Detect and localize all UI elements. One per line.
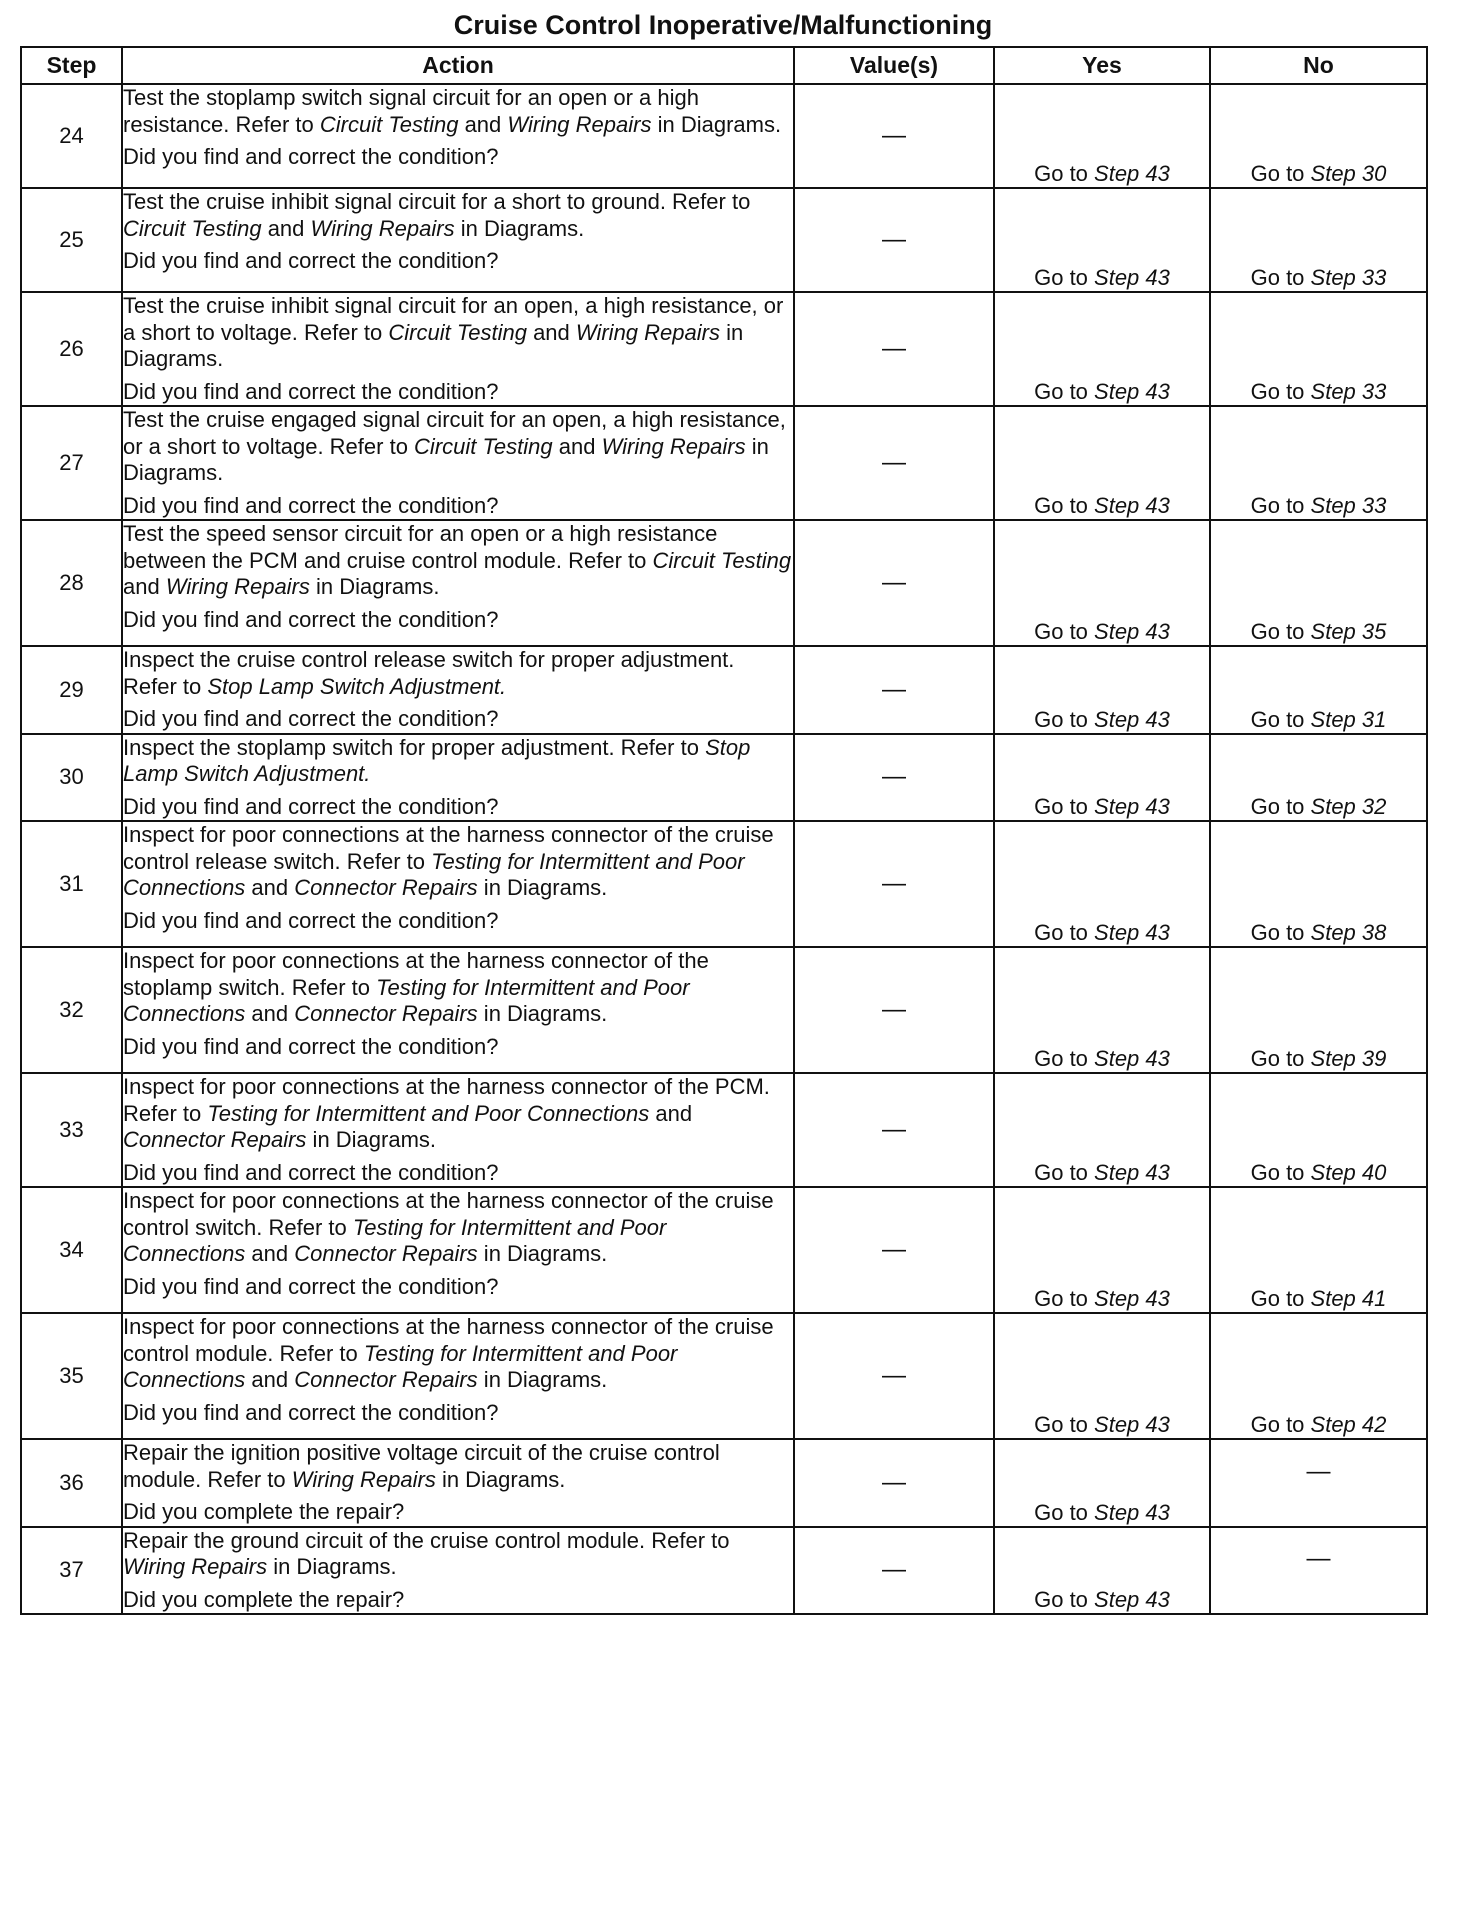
- action-fragment: Inspect for poor connections at the harness connector of the PCM. Refer to: [123, 1074, 770, 1126]
- action-fragment: in Diagrams.: [477, 875, 608, 900]
- action-reference: Wiring Repairs: [310, 215, 455, 241]
- action-fragment: and: [245, 1241, 295, 1266]
- no-cell: [1210, 821, 1427, 947]
- action-fragment: in Diagrams.: [123, 319, 744, 371]
- step-number: 26: [21, 292, 122, 406]
- action-question: Did you find and correct the condition?: [123, 492, 499, 518]
- action-fragment: Test the cruise inhibit signal circuit for an open, a high resistance, or a short to voltage. Refer to: [123, 293, 784, 345]
- header-value: Value(s): [794, 47, 994, 84]
- action-reference: Circuit Testing: [388, 319, 527, 345]
- action-question: Did you find and correct the condition?: [123, 1273, 499, 1299]
- action-reference: Circuit Testing: [123, 215, 262, 241]
- action-question: Did you find and correct the condition?: [123, 378, 499, 404]
- action-fragment: Inspect for poor connections at the harness connector of the stoplamp switch. Refer to: [123, 948, 709, 1000]
- action-cell: [122, 84, 794, 188]
- table-row: [21, 646, 1427, 734]
- yes-goto-step: Step 43: [1094, 265, 1170, 290]
- action-question: Did you complete the repair?: [123, 1499, 405, 1524]
- action-reference: Wiring Repairs: [601, 433, 746, 459]
- yes-goto-step: Step 43: [1094, 161, 1170, 186]
- header-no: No: [1210, 47, 1427, 84]
- action-reference: Wiring Repairs: [507, 111, 652, 137]
- action-fragment: Inspect for poor connections at the harness connector of the cruise control module. Refer to: [123, 1314, 774, 1366]
- no-goto-prefix: Go to: [1250, 1160, 1311, 1185]
- value-cell: —: [794, 734, 994, 822]
- action-cell: [122, 292, 794, 406]
- action-fragment: and: [261, 215, 311, 241]
- action-reference: Testing for Intermittent and Poor Connections: [123, 1340, 678, 1392]
- action-text: [123, 735, 793, 788]
- action-fragment: in Diagrams.: [477, 1367, 608, 1392]
- action-text: [123, 822, 793, 902]
- no-goto-step: Step 33: [1310, 493, 1387, 518]
- action-fragment: Repair the ignition positive voltage circuit of the cruise control module. Refer to: [123, 1440, 720, 1492]
- yes-goto-step: Step 43: [1094, 1587, 1170, 1612]
- yes-goto-prefix: Go to: [1034, 1286, 1095, 1311]
- action-fragment: in Diagrams.: [651, 111, 782, 137]
- no-cell: [1210, 1527, 1427, 1615]
- yes-goto-prefix: Go to: [1034, 1160, 1095, 1185]
- value-cell: —: [794, 1073, 994, 1187]
- action-fragment: in Diagrams.: [477, 1001, 608, 1026]
- table-row: [21, 520, 1427, 646]
- action-reference: Wiring Repairs: [123, 1554, 268, 1579]
- value-cell: —: [794, 947, 994, 1073]
- action-reference: Wiring Repairs: [291, 1466, 436, 1492]
- yes-goto-step: Step 43: [1094, 1160, 1170, 1185]
- no-goto-step: Step 33: [1310, 379, 1387, 404]
- no-cell: [1210, 646, 1427, 734]
- no-goto-step: Step 39: [1310, 1046, 1387, 1071]
- yes-goto-prefix: Go to: [1034, 379, 1095, 404]
- action-text: [123, 1528, 793, 1581]
- yes-cell: [994, 1073, 1210, 1187]
- table-row: [21, 1073, 1427, 1187]
- yes-goto-step: Step 43: [1094, 794, 1170, 819]
- action-text: [123, 85, 793, 138]
- action-fragment: and: [552, 433, 602, 459]
- table-row: [21, 188, 1427, 292]
- action-cell: [122, 406, 794, 520]
- action-question: Did you find and correct the condition?: [123, 907, 499, 933]
- no-goto-step: Step 33: [1310, 265, 1387, 290]
- no-goto-step: Step 40: [1310, 1160, 1387, 1185]
- header-yes: Yes: [994, 47, 1210, 84]
- no-goto-step: Step 38: [1310, 920, 1387, 945]
- action-cell: [122, 947, 794, 1073]
- action-fragment: in Diagrams.: [435, 1466, 566, 1492]
- step-number: 31: [21, 821, 122, 947]
- table-header-row: [21, 47, 1427, 84]
- value-cell: —: [794, 646, 994, 734]
- action-question: Did you find and correct the condition?: [123, 1399, 499, 1425]
- table-row: [21, 292, 1427, 406]
- yes-goto-prefix: Go to: [1034, 794, 1095, 819]
- action-reference: Testing for Intermittent and Poor Connections: [123, 974, 690, 1026]
- table-row: [21, 84, 1427, 188]
- table-row: [21, 1439, 1427, 1527]
- action-text: [123, 521, 793, 601]
- yes-goto-step: Step 43: [1094, 1286, 1170, 1311]
- action-reference: Connector Repairs: [294, 875, 478, 900]
- value-cell: —: [794, 1527, 994, 1615]
- table-row: [21, 1187, 1427, 1313]
- value-cell: —: [794, 1439, 994, 1527]
- value-cell: —: [794, 188, 994, 292]
- yes-cell: [994, 292, 1210, 406]
- yes-goto-prefix: Go to: [1034, 265, 1095, 290]
- no-goto-prefix: Go to: [1250, 920, 1311, 945]
- no-goto-prefix: Go to: [1250, 619, 1311, 644]
- action-question: Did you find and correct the condition?: [123, 606, 499, 632]
- action-cell: [122, 188, 794, 292]
- action-text: [123, 1074, 793, 1154]
- no-goto-prefix: Go to: [1250, 706, 1311, 732]
- action-fragment: Test the stoplamp switch signal circuit for an open or a high resistance. Refer to: [123, 85, 699, 137]
- no-goto-prefix: Go to: [1250, 493, 1311, 518]
- no-goto-step: Step 41: [1310, 1286, 1387, 1311]
- action-text: [123, 1314, 793, 1394]
- yes-cell: [994, 520, 1210, 646]
- no-goto-step: Step 30: [1310, 161, 1387, 186]
- no-cell: [1210, 520, 1427, 646]
- value-cell: —: [794, 520, 994, 646]
- action-fragment: and: [245, 1367, 295, 1392]
- action-reference: Circuit Testing: [319, 111, 459, 137]
- step-number: 35: [21, 1313, 122, 1439]
- table-row: [21, 947, 1427, 1073]
- no-cell: [1210, 734, 1427, 822]
- page-title: Cruise Control Inoperative/Malfunctioning: [453, 10, 993, 40]
- action-reference: Connector Repairs: [294, 1001, 478, 1026]
- no-cell: [1210, 1313, 1427, 1439]
- yes-cell: [994, 734, 1210, 822]
- step-number: 28: [21, 520, 122, 646]
- no-goto-prefix: Go to: [1250, 1046, 1311, 1071]
- action-fragment: Test the cruise engaged signal circuit for an open, a high resistance, or a short to voltage. Refer to: [123, 407, 786, 459]
- step-number: 24: [21, 84, 122, 188]
- action-fragment: in Diagrams.: [477, 1241, 608, 1266]
- yes-goto-prefix: Go to: [1034, 161, 1095, 186]
- step-number: 37: [21, 1527, 122, 1615]
- yes-goto-step: Step 43: [1094, 1499, 1170, 1525]
- step-number: 36: [21, 1439, 122, 1527]
- no-cell: [1210, 947, 1427, 1073]
- step-number: 27: [21, 406, 122, 520]
- no-goto-step: Step 42: [1310, 1412, 1387, 1437]
- action-cell: [122, 821, 794, 947]
- yes-goto-step: Step 43: [1094, 1412, 1170, 1437]
- no-cell: [1210, 84, 1427, 188]
- yes-goto-step: Step 43: [1094, 619, 1170, 644]
- no-dash: —: [1306, 1457, 1331, 1485]
- action-reference: Testing for Intermittent and Poor Connections: [123, 848, 745, 900]
- yes-goto-step: Step 43: [1094, 1046, 1170, 1071]
- yes-goto-prefix: Go to: [1034, 920, 1095, 945]
- step-number: 32: [21, 947, 122, 1073]
- no-goto-step: Step 35: [1310, 619, 1387, 644]
- action-fragment: and: [245, 1001, 295, 1026]
- step-number: 30: [21, 734, 122, 822]
- action-reference: Testing for Intermittent and Poor Connections: [123, 1214, 667, 1266]
- action-fragment: Test the speed sensor circuit for an open or a high resistance between the PCM and cruise control module. Refer to: [123, 521, 718, 573]
- value-cell: —: [794, 406, 994, 520]
- action-reference: Connector Repairs: [294, 1367, 478, 1392]
- no-cell: [1210, 1439, 1427, 1527]
- diagnostic-table: [20, 46, 1428, 1615]
- action-fragment: and: [458, 111, 508, 137]
- yes-goto-prefix: Go to: [1034, 1587, 1095, 1612]
- step-number: 25: [21, 188, 122, 292]
- table-body: [21, 84, 1427, 1614]
- action-reference: Wiring Repairs: [165, 574, 310, 599]
- action-text: [123, 948, 793, 1028]
- action-reference: Circuit Testing: [652, 547, 792, 573]
- no-goto-prefix: Go to: [1250, 379, 1311, 404]
- no-cell: [1210, 1187, 1427, 1313]
- no-cell: [1210, 1073, 1427, 1187]
- action-fragment: Inspect the stoplamp switch for proper adjustment. Refer to: [123, 734, 706, 760]
- yes-goto-step: Step 43: [1094, 920, 1170, 945]
- no-cell: [1210, 406, 1427, 520]
- action-reference: Connector Repairs: [123, 1127, 307, 1152]
- action-fragment: Test the cruise inhibit signal circuit for a short to ground. Refer to: [123, 189, 751, 214]
- action-fragment: and: [245, 875, 295, 900]
- yes-goto-prefix: Go to: [1034, 1046, 1095, 1071]
- action-fragment: in Diagrams.: [309, 574, 440, 599]
- yes-cell: [994, 646, 1210, 734]
- action-fragment: and: [649, 1100, 693, 1126]
- action-fragment: Inspect for poor connections at the harness connector of the cruise control switch. Refer to: [123, 1188, 774, 1240]
- step-number: 29: [21, 646, 122, 734]
- action-cell: [122, 646, 794, 734]
- action-text: [123, 647, 793, 700]
- action-cell: [122, 734, 794, 822]
- action-question: Did you find and correct the condition?: [123, 144, 499, 169]
- yes-cell: [994, 821, 1210, 947]
- table-row: [21, 821, 1427, 947]
- no-goto-prefix: Go to: [1250, 1286, 1311, 1311]
- table-row: [21, 1313, 1427, 1439]
- action-fragment: in Diagrams.: [123, 433, 769, 485]
- yes-cell: [994, 1439, 1210, 1527]
- yes-goto-prefix: Go to: [1034, 1499, 1095, 1525]
- yes-goto-prefix: Go to: [1034, 1412, 1095, 1437]
- action-cell: [122, 1313, 794, 1439]
- action-question: Did you find and correct the condition?: [123, 706, 499, 731]
- value-cell: —: [794, 84, 994, 188]
- action-cell: [122, 520, 794, 646]
- value-cell: —: [794, 292, 994, 406]
- action-text: [123, 1440, 793, 1493]
- yes-cell: [994, 1527, 1210, 1615]
- table-row: [21, 1527, 1427, 1615]
- action-fragment: in Diagrams.: [306, 1127, 437, 1152]
- action-text: [123, 189, 793, 242]
- action-question: Did you find and correct the condition?: [123, 793, 499, 819]
- header-action: Action: [122, 47, 794, 84]
- action-cell: [122, 1527, 794, 1615]
- yes-cell: [994, 188, 1210, 292]
- action-fragment: Inspect for poor connections at the harness connector of the cruise control release switch. Refer to: [123, 822, 774, 874]
- value-cell: —: [794, 1313, 994, 1439]
- action-fragment: and: [123, 574, 166, 599]
- action-text: [123, 293, 793, 373]
- yes-goto-step: Step 43: [1094, 493, 1170, 518]
- action-cell: [122, 1439, 794, 1527]
- yes-goto-prefix: Go to: [1034, 706, 1095, 732]
- action-question: Did you find and correct the condition?: [123, 1159, 499, 1185]
- action-reference: Circuit Testing: [414, 433, 553, 459]
- action-question: Did you complete the repair?: [123, 1586, 405, 1612]
- yes-goto-step: Step 43: [1094, 379, 1170, 404]
- no-cell: [1210, 188, 1427, 292]
- yes-cell: [994, 406, 1210, 520]
- action-reference: Stop Lamp Switch Adjustment.: [207, 673, 507, 699]
- action-reference: Stop Lamp Switch Adjustment.: [123, 734, 751, 786]
- no-goto-prefix: Go to: [1250, 1412, 1311, 1437]
- table-row: [21, 734, 1427, 822]
- yes-goto-prefix: Go to: [1034, 619, 1095, 644]
- action-fragment: Repair the ground circuit of the cruise control module. Refer to: [123, 1527, 730, 1553]
- action-fragment: in Diagrams.: [454, 215, 585, 241]
- action-text: [123, 407, 793, 487]
- action-reference: Connector Repairs: [294, 1241, 478, 1266]
- value-cell: —: [794, 1187, 994, 1313]
- action-cell: [122, 1073, 794, 1187]
- action-fragment: in Diagrams.: [267, 1554, 397, 1579]
- yes-cell: [994, 84, 1210, 188]
- yes-cell: [994, 1313, 1210, 1439]
- no-goto-step: Step 31: [1310, 706, 1387, 732]
- step-number: 33: [21, 1073, 122, 1187]
- no-goto-prefix: Go to: [1250, 265, 1311, 290]
- yes-goto-prefix: Go to: [1034, 493, 1095, 518]
- action-question: Did you find and correct the condition?: [123, 248, 499, 273]
- yes-cell: [994, 947, 1210, 1073]
- step-number: 34: [21, 1187, 122, 1313]
- value-cell: —: [794, 821, 994, 947]
- no-cell: [1210, 292, 1427, 406]
- action-fragment: Inspect the cruise control release switch for proper adjustment. Refer to: [123, 647, 735, 699]
- action-reference: Wiring Repairs: [575, 319, 720, 345]
- yes-goto-step: Step 43: [1094, 706, 1170, 732]
- action-fragment: and: [526, 319, 576, 345]
- action-reference: Testing for Intermittent and Poor Connections: [207, 1100, 650, 1126]
- table-row: [21, 406, 1427, 520]
- no-goto-step: Step 32: [1310, 794, 1387, 819]
- action-question: Did you find and correct the condition?: [123, 1033, 499, 1059]
- header-step: Step: [21, 47, 122, 84]
- no-goto-prefix: Go to: [1250, 794, 1311, 819]
- action-text: [123, 1188, 793, 1268]
- action-cell: [122, 1187, 794, 1313]
- yes-cell: [994, 1187, 1210, 1313]
- no-dash: —: [1306, 1545, 1331, 1572]
- no-goto-prefix: Go to: [1250, 161, 1311, 186]
